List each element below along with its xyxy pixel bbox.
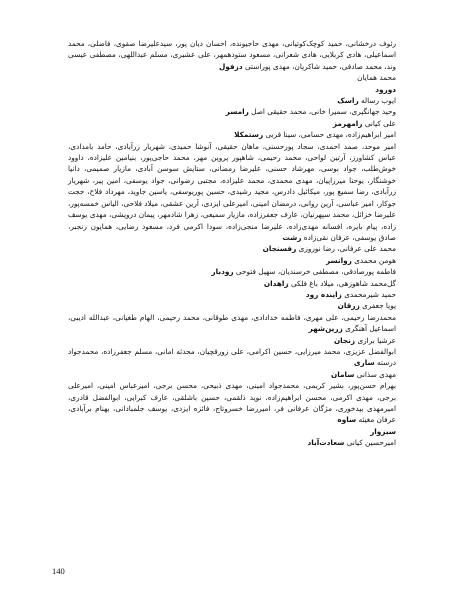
document-body: [68, 38, 396, 449]
entry-names: گل‌محمد شاهوزهی، میلاد باغ فلکی: [290, 278, 396, 288]
entry-names: هومن محمدی: [354, 255, 396, 265]
entry-names: فاطمه پورصادقی، مصطفی خرسندیان، سهیل فتوحی: [235, 267, 396, 277]
entry-paragraph: [68, 266, 396, 277]
entry-paragraph: [68, 335, 396, 346]
entry-city: سبزوار: [370, 426, 396, 436]
entry-city: ساوه: [337, 415, 357, 425]
page-number: 140: [52, 566, 65, 576]
entry-city: دزفول: [218, 61, 243, 71]
entry-names: بهرام حسن‌پور، بشیر کریمی، محمدجواد امینی، مهدی ذبیحی، محسن برجی، امیرعباس امینی، امیرعلی برجی، مهدی اکرمی، محسن ابراهیم‌زاده، نوید ذلقمی، حسین باشلقی، عارف کبرایی، ابوالفضل قادری، امیرمهدی بیدخوری، مژگان عرفانی فر، امیررضا خسروتاج، فائزه ایزدی، یوسف جلمبادانی، بهنام برآبادی، عرفان مغیثه: [68, 381, 396, 425]
entry-paragraph: [68, 38, 396, 72]
entry-paragraph: [68, 380, 396, 426]
entry-city: زنجان: [333, 335, 356, 345]
entry-city: رامهرمز: [332, 118, 363, 128]
entry-names: پویا جعفری: [362, 301, 396, 311]
entry-city: سامان: [331, 369, 355, 379]
entry-paragraph: [68, 129, 396, 140]
entry-names: ابوالفضل عزیزی، محمد میرزایی، حسین اکرامی، علی زورقچیان، محدثه امانی، مسلم جعفرزاده، محمدجواد درسته: [68, 346, 396, 368]
entry-city: رودبار: [211, 267, 234, 277]
entry-city: رفسنجان: [262, 244, 297, 254]
entry-city: ساری: [353, 358, 375, 368]
entry-names: علی کیانی: [364, 118, 396, 128]
entry-names: محمدرضا رحیمی، علی مهری، فاطمه خدادادی، مهدی طوقانی، محمد رحیمی، الهام طغیانی، عبدالله ادیبی، اسماعیل آهنگری: [68, 312, 396, 334]
entry-paragraph: [68, 437, 396, 448]
entry-city: راسک: [337, 96, 359, 106]
entry-names: محمد علی عرفانی، رضا نوروزی: [298, 244, 396, 254]
entry-city: زرین‌شهر: [308, 324, 343, 334]
entry-names: رئوف درخشانی، حمید کوچک‌کوتیانی، مهدی حاجیونده، احسان دیان پور، سیدعلیرضا صفوی، فاضلی، محمد اسماعیلی، هادی کربلایی، هادی شعرانی، مسعود ستودهمهر، علی عشیری، مسلم عبداللهی، مصطفی عیسی وند، محمد صادقی، حمید شاکریان، مهدی پوراستی: [68, 39, 396, 71]
entry-names: وحید جهانگیری، سمیرا خانی، محمد حقیقی اصل: [251, 107, 396, 117]
entry-paragraph: [68, 141, 396, 244]
entry-city: رشت: [282, 232, 302, 242]
entry-paragraph: [68, 72, 396, 83]
entry-paragraph: [68, 84, 396, 95]
entry-paragraph: [68, 243, 396, 254]
entry-names: امیر ابراهیم‌زاده، مهدی حسامی، سینا قربی: [265, 130, 396, 140]
entry-names: امیر موحد، صمد احمدی، سجاد پورحسنی، ماهان حقیقی، آنوشا حمیدی، شهریار زرآبادی، حامد بامدادی، عباس کشاورز، آرتین لواحی، محمد رحیمی، شاهپور پروین مهر، محمد حاجی‌پور، بنیامین علیزاده، داوود خوش‌طلب، جواد بوسی، مهرشاد حسنی، علیرضا رمضانی، ستایش سوسن آبادی، مازیار صمیمی، دانیا خوشنگار، یوحنا میرزاپیان، مهدی محمدی، محمد علیزاده، مجتبی رضوانی، جواد یوسفی، امین پیر، شهریار زرآبادی، رضا سمیع پور، میکائیل دادرس، مجید رشیدی، حسین پوریوسفی، یاسین جاوید، مهرداد فلاح، حجت جوکار، امیر عباسی، آرین روانی، درمضان امینی، امیرعلی ایزدی، آرین عشقی، میلاد فلاحی، الیاس خمسه‌پور، علیرضا خزائل، محمد سپهرنیان، عارف جعفرزاده، مازیار سمیعی، زهرا شادمهر، پیمان درویشی، مهدی یوسف زاده، پیام بایره، افسانه مهدی‌زاده، علیرضا منجی‌زاده، سودا اکرمی فرد، مسعود رضایی، همایون رنجبر، صادق یوسفی، عرفان نقی‌زاده: [68, 141, 396, 242]
entry-names: مهدی سذانی: [356, 369, 396, 379]
entry-paragraph: [68, 106, 396, 117]
entry-paragraph: [68, 369, 396, 380]
entry-names: محمد همایان: [357, 73, 396, 83]
entry-paragraph: [68, 346, 396, 369]
entry-city: دورود: [375, 84, 396, 94]
entry-city: سعادت‌آباد: [307, 438, 345, 448]
entry-city: زاهدان: [263, 278, 289, 288]
entry-paragraph: [68, 426, 396, 437]
entry-city: رستمکلا: [234, 130, 264, 140]
entry-names: عرشیا برازی: [357, 335, 396, 345]
entry-paragraph: [68, 300, 396, 311]
entry-paragraph: [68, 118, 396, 129]
entry-names: حمید شیرمحمدی: [344, 289, 396, 299]
entry-city: رامسر: [225, 107, 249, 117]
entry-paragraph: [68, 289, 396, 300]
entry-names: ایوب رساله: [360, 96, 396, 106]
entry-paragraph: [68, 95, 396, 106]
entry-city: زرقان: [337, 301, 360, 311]
entry-paragraph: [68, 255, 396, 266]
entry-city: زاینده رود: [305, 289, 342, 299]
entry-paragraph: [68, 278, 396, 289]
entry-city: روانسر: [325, 255, 352, 265]
entry-names: امیرحسین کیانی: [346, 438, 396, 448]
entry-paragraph: [68, 312, 396, 335]
